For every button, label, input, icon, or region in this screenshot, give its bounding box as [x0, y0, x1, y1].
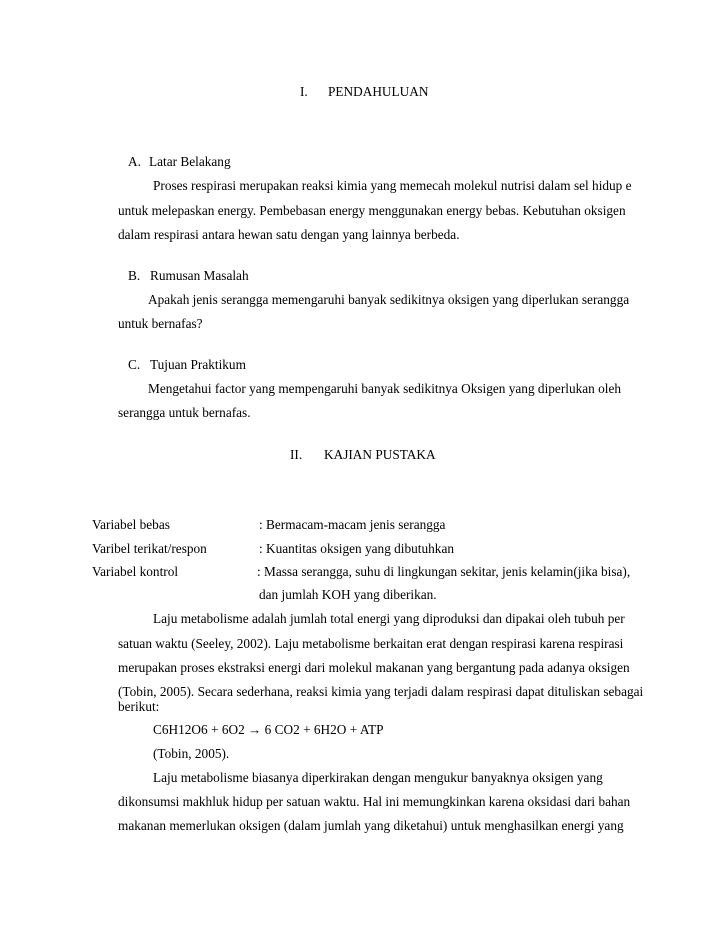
paragraph-1-line-4: (Tobin, 2005). Secara sederhana, reaksi kimia yang terjadi dalam respirasi dapat dituliskan sebagai [118, 684, 644, 699]
paragraph-1-line-3: merupakan proses ekstraksi energi dari molekul makanan yang bergantung pada adanya oksigen [118, 660, 630, 675]
variable-3-continuation: dan jumlah KOH yang diberikan. [259, 587, 437, 602]
variable-2-value: : Kuantitas oksigen yang dibutuhkan [259, 541, 454, 556]
subsection-b-line-1: Apakah jenis serangga memengaruhi banyak sedikitnya oksigen yang diperlukan serangga [148, 292, 630, 307]
subsection-a-line-2: untuk melepaskan energy. Pembebasan energy menggunakan energy bebas. Kebutuhan oksigen [118, 203, 626, 218]
variable-3-value: : Massa serangga, suhu di lingkungan sekitar, jenis kelamin(jika bisa), [257, 564, 631, 579]
subsection-c-line-1: Mengetahui factor yang mempengaruhi banyak sedikitnya Oksigen yang diperlukan oleh [148, 381, 622, 396]
subsection-c-marker: C. [128, 357, 141, 372]
subsection-a-marker: A. [128, 154, 141, 169]
subsection-b-line-2: untuk bernafas? [118, 316, 203, 331]
section-2-number: II. [290, 447, 303, 462]
subsection-a-line-1: Proses respirasi merupakan reaksi kimia yang memecah molekul nutrisi dalam sel hidup e [153, 178, 632, 193]
variable-1-value: : Bermacam-macam jenis serangga [259, 517, 446, 532]
respiration-equation: C6H12O6 + 6O2 → 6 CO2 + 6H2O + ATP [153, 722, 384, 737]
subsection-b-title: Rumusan Masalah [150, 268, 249, 283]
subsection-a-line-3: dalam respirasi antara hewan satu dengan yang lainnya berbeda. [118, 227, 460, 242]
subsection-c-title: Tujuan Praktikum [150, 357, 246, 372]
paragraph-1-line-5: berikut: [118, 699, 160, 714]
variable-3-label: Variabel kontrol [92, 564, 179, 579]
section-1-number: I. [300, 84, 308, 99]
subsection-b-marker: B. [128, 268, 141, 283]
paragraph-1-line-1: Laju metabolisme adalah jumlah total energi yang diproduksi dan dipakai oleh tubuh per [153, 611, 625, 626]
paragraph-1-line-2: satuan waktu (Seeley, 2002). Laju metabolisme berkaitan erat dengan respirasi karena respirasi [118, 636, 624, 651]
paragraph-2-line-2: dikonsumsi makhluk hidup per satuan waktu. Hal ini memungkinkan karena oksidasi dari bahan [118, 794, 631, 809]
variable-1-label: Variabel bebas [92, 517, 170, 532]
paragraph-2-line-3: makanan memerlukan oksigen (dalam jumlah yang diketahui) untuk menghasilkan energi yang [118, 818, 624, 833]
variable-2-label: Varibel terikat/respon [92, 541, 207, 556]
section-2-title: KAJIAN PUSTAKA [324, 447, 436, 462]
subsection-c-line-2: serangga untuk bernafas. [118, 405, 251, 420]
equation-citation: (Tobin, 2005). [153, 746, 230, 761]
subsection-a-title: Latar Belakang [149, 154, 231, 169]
section-1-title: PENDAHULUAN [328, 84, 429, 99]
paragraph-2-line-1: Laju metabolisme biasanya diperkirakan dengan mengukur banyaknya oksigen yang [153, 770, 603, 785]
